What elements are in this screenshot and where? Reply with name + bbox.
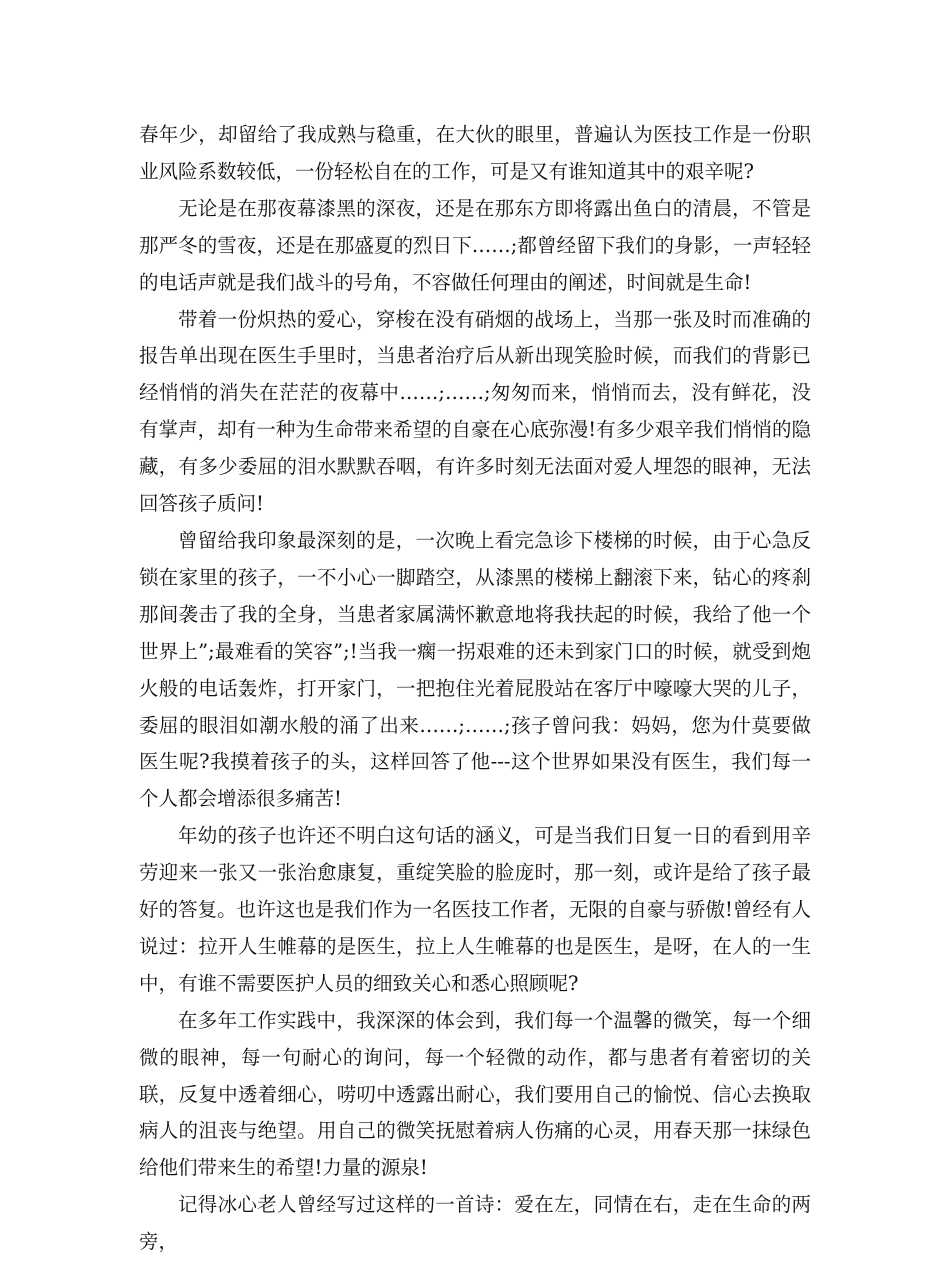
- paragraph-6: 在多年工作实践中，我深深的体会到，我们每一个温馨的微笑，每一个细微的眼神，每一句耐心的询问，每一个轻微的动作，都与患者有着密切的关联，反复中透着细心，唠叨中透露出耐心，我们要用自己的愉悦、信心去换取病人的沮丧与绝望。用自己的微笑抚慰着病人伤痛的心灵，用春天那一抹绿色给他们带来生的希望!力量的源泉!: [139, 1008, 811, 1180]
- paragraph-4: 曾留给我印象最深刻的是，一次晚上看完急诊下楼梯的时候，由于心急反锁在家里的孩子，一不小心一脚踏空，从漆黑的楼梯上翻滚下来，钻心的疼刹那间袭击了我的全身，当患者家属满怀歉意地将我扶起的时候，我给了他一个世界上”;最难看的笑容”;!当我一瘸一拐艰难的还未到家门口的时候，就受到炮火般的电话轰炸，打开家门，一把抱住光着屁股站在客厅中嚎嚎大哭的儿子，委屈的眼泪如潮水般的涌了出来……;……;孩子曾问我：妈妈，您为什莫要做医生呢?我摸着孩子的头，这样回答了他---这个世界如果没有医生，我们每一个人都会增添很多痛苦!: [139, 528, 811, 811]
- paragraph-7: 记得冰心老人曾经写过这样的一首诗：爱在左，同情在右，走在生命的两旁，: [139, 1193, 811, 1254]
- paragraph-5: 年幼的孩子也许还不明白这句话的涵义，可是当我们日复一日的看到用辛劳迎来一张又一张治愈康复，重绽笑脸的脸庞时，那一刻，或许是给了孩子最好的答复。也许这也是我们作为一名医技工作者，无限的自豪与骄傲!曾经有人说过：拉开人生帷幕的是医生，拉上人生帷幕的也是医生，是呀，在人的一生中，有谁不需要医护人员的细致关心和悉心照顾呢?: [139, 824, 811, 995]
- document-body: [139, 117, 811, 1261]
- paragraph-1: 春年少，却留给了我成熟与稳重，在大伙的眼里，普遍认为医技工作是一份职业风险系数较低，一份轻松自在的工作，可是又有谁知道其中的艰辛呢?: [139, 123, 811, 183]
- paragraph-3: 带着一份炽热的爱心，穿梭在没有硝烟的战场上，当那一张及时而准确的报告单出现在医生手里时，当患者治疗后从新出现笑脸时候，而我们的背影已经悄悄的消失在茫茫的夜幕中……;……;匆匆而来，悄悄而去，没有鲜花，没有掌声，却有一种为生命带来希望的自豪在心底弥漫!有多少艰辛我们悄悄的隐藏，有多少委屈的泪水默默吞咽，有许多时刻无法面对爱人埋怨的眼神，无法回答孩子质问!: [139, 307, 811, 516]
- paragraph-2: 无论是在那夜幕漆黑的深夜，还是在那东方即将露出鱼白的清晨，不管是那严冬的雪夜，还是在那盛夏的烈日下……;都曾经留下我们的身影，一声轻轻的电话声就是我们战斗的号角，不容做任何理由的阐述，时间就是生命!: [139, 196, 811, 294]
